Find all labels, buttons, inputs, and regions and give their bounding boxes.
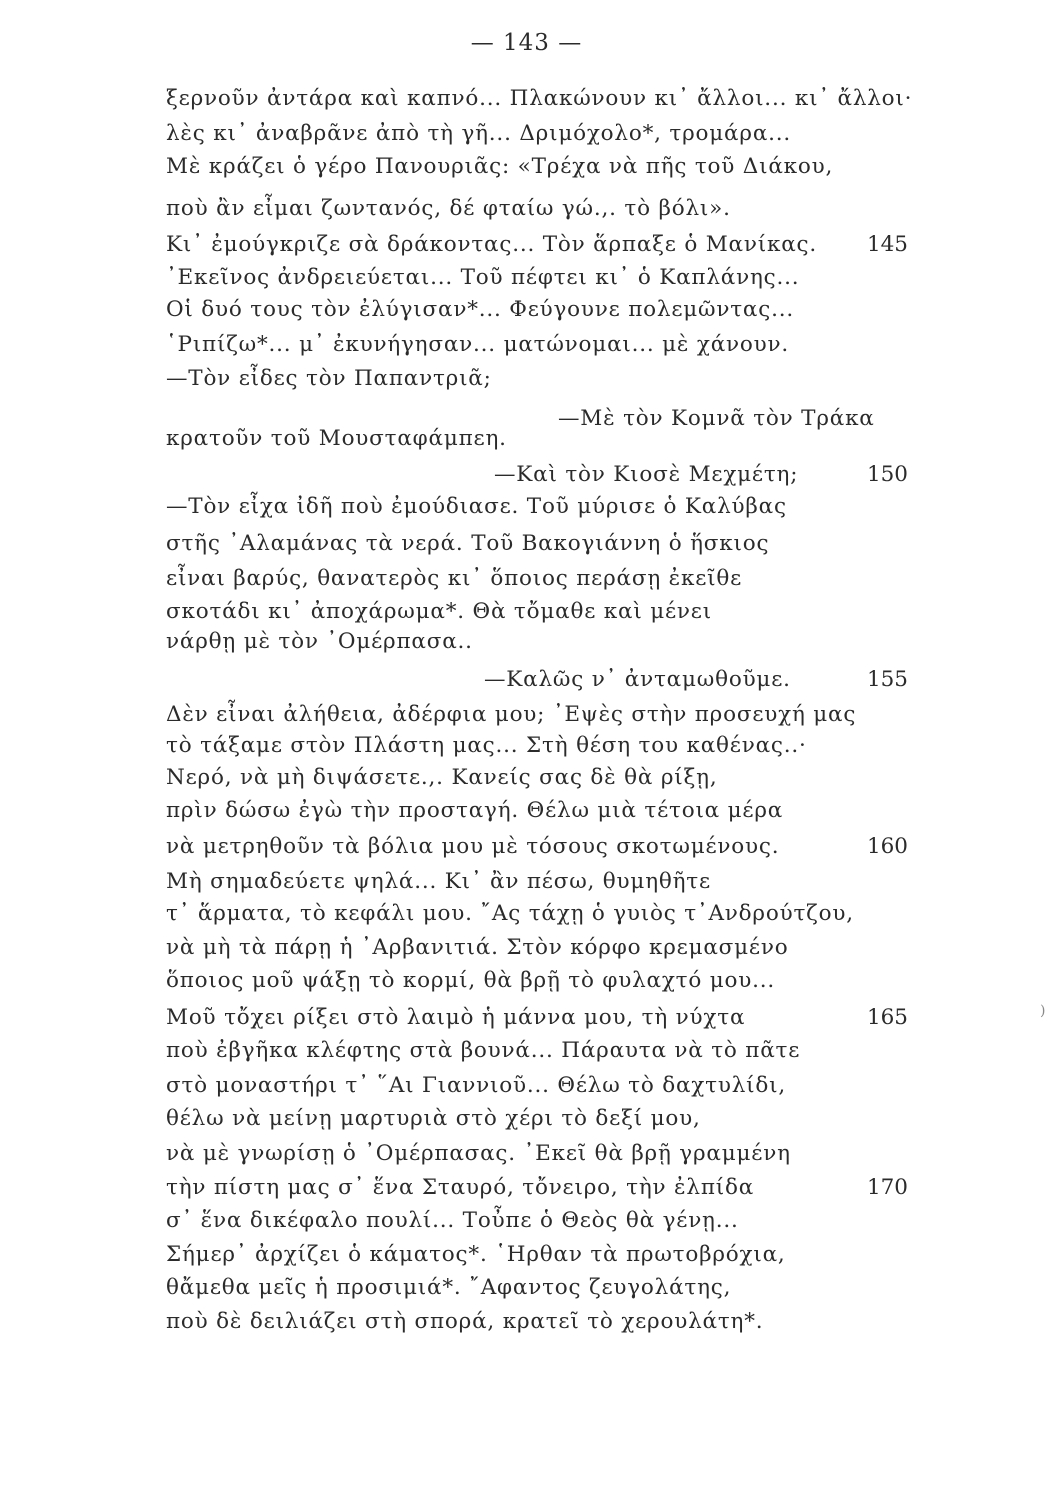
line-number: 165 <box>866 1005 908 1030</box>
line-number: 170 <box>866 1175 908 1200</box>
poem-line: ποὺ δὲ δειλιάζει στὴ σπορά, κρατεῖ τὸ χερουλάτη*. <box>166 1309 764 1334</box>
poem-line: εἶναι βαρύς, θανατερὸς κι᾽ ὅποιος περάσῃ ἐκεῖθε <box>166 566 743 591</box>
poem-line: ῾Ριπίζω*... μ᾽ ἐκυνήγησαν... ματώνομαι... μὲ χάνουν. <box>166 332 790 357</box>
poem-line: —Καὶ τὸν Κιοσὲ Μεχμέτη; <box>494 462 799 487</box>
poem-line: λὲς κι᾽ ἀναβρᾶνε ἀπὸ τὴ γῆ... Δριμόχολο*, τρομάρα... <box>166 121 792 146</box>
poem-line: Μὲ κράζει ὁ γέρο Πανουριᾶς: «Τρέχα νὰ πῆς τοῦ Διάκου, <box>166 154 834 179</box>
poem-line: τ᾽ ἅρματα, τὸ κεφάλι μου. ῎Ας τάχῃ ὁ γυιὸς τ᾽Ανδρούτζου, <box>166 901 854 926</box>
poem-line: —Καλῶς ν᾽ ἀνταμωθοῦμε. <box>484 667 791 692</box>
poem-line: κρατοῦν τοῦ Μουσταφάμπεη. <box>166 426 507 451</box>
poem-line: ποὺ ἐβγῆκα κλέφτης στὰ βουνά... Πάραυτα νὰ τὸ πᾶτε <box>166 1038 801 1063</box>
poem-line: ᾿Εκεῖνος ἀνδρειεύεται... Τοῦ πέφτει κι᾽ ὁ Καπλάνης... <box>166 265 800 290</box>
poem-line: ποὺ ἂν εἶμαι ζωντανός, δέ φταίω γώ.,. τὸ βόλι». <box>166 196 731 221</box>
poem-line: νὰ μὲ γνωρίσῃ ὁ ᾿Ομέρπασας. ᾿Εκεῖ θὰ βρῇ γραμμένη <box>166 1141 791 1166</box>
poem-line: Νερό, νὰ μὴ διψάσετε.,. Κανείς σας δὲ θὰ ρίξῃ, <box>166 765 718 790</box>
line-number: 150 <box>866 462 908 487</box>
poem-line: νὰ μὴ τὰ πάρῃ ἡ ᾿Αρβανιτιά. Στὸν κόρφο κρεμασμένο <box>166 935 789 960</box>
poem-line: πρὶν δώσω ἐγὼ τὴν προσταγή. Θέλω μιὰ τέτοια μέρα <box>166 798 784 823</box>
poem-line: σ᾽ ἕνα δικέφαλο πουλί... Τοὖπε ὁ Θεὸς θὰ γένῃ... <box>166 1208 739 1233</box>
poem-line: Μὴ σημαδεύετε ψηλά... Κι᾽ ἂν πέσω, θυμηθῆτε <box>166 869 711 894</box>
poem-line: —Τὸν εἶχα ἰδῆ ποὺ ἐμούδιασε. Τοῦ μύρισε ὁ Καλύβας <box>166 494 787 519</box>
margin-mark: ) <box>1040 1003 1046 1019</box>
poem-line: Δὲν εἶναι ἀλήθεια, ἀδέρφια μου; ᾿Εψὲς στὴν προσευχή μας <box>166 702 857 727</box>
poem-line: θέλω νὰ μείνῃ μαρτυριὰ στὸ χέρι τὸ δεξί μου, <box>166 1106 701 1131</box>
poem-line: —Τὸν εἶδες τὸν Παπαντριᾶ; <box>166 366 492 391</box>
poem-line: —Μὲ τὸν Κομνᾶ τὸν Τράκα <box>558 406 875 431</box>
poem-line: Κι᾽ ἐμούγκριζε σὰ δράκοντας... Τὸν ἅρπαξε ὁ Μανίκας. <box>166 232 818 257</box>
poem-line: σκοτάδι κι᾽ ἀποχάρωμα*. Θὰ τὄμαθε καὶ μένει <box>166 599 712 624</box>
poem-line: στῆς ᾿Αλαμάνας τὰ νερά. Τοῦ Βακογιάννη ὁ ἥσκιος <box>166 531 770 556</box>
poem-line: τὸ τάξαμε στὸν Πλάστη μας... Στὴ θέση του καθένας..· <box>166 733 807 758</box>
line-number: 160 <box>866 834 908 859</box>
poem-line: ξερνοῦν ἀντάρα καὶ καπνό... Πλακώνουν κι᾽ ἄλλοι... κι᾽ ἄλλοι· <box>166 86 913 111</box>
poem-line: νὰ μετρηθοῦν τὰ βόλια μου μὲ τόσους σκοτωμένους. <box>166 834 780 859</box>
poem-line: θἄμεθα μεῖς ἡ προσιμιά*. ῎Αφαντος ζευγολάτης, <box>166 1275 732 1300</box>
poem-line: ὅποιος μοῦ ψάξῃ τὸ κορμί, θὰ βρῇ τὸ φυλαχτό μου... <box>166 968 776 993</box>
line-number: 155 <box>866 667 908 692</box>
poem-line: Σήμερ᾽ ἀρχίζει ὁ κάματος*. ῾Ηρθαν τὰ πρωτοβρόχια, <box>166 1242 786 1267</box>
poem-line: Μοῦ τὄχει ρίξει στὸ λαιμὸ ἡ μάννα μου, τὴ νύχτα <box>166 1005 746 1030</box>
poem-line: στὸ μοναστήρι τ᾽ ῞Αι Γιαννιοῦ... Θέλω τὸ δαχτυλίδι, <box>166 1073 786 1098</box>
poem-line: Οἱ δυό τους τὸν ἐλύγισαν*... Φεύγουνε πολεμῶντας... <box>166 297 794 322</box>
page-number: — 143 — <box>470 30 583 56</box>
poem-line: τὴν πίστη μας σ᾽ ἕνα Σταυρό, τὄνειρο, τὴν ἐλπίδα <box>166 1175 755 1200</box>
poem-line: νάρθῃ μὲ τὸν ᾿Ομέρπασα.. <box>166 629 473 654</box>
line-number: 145 <box>866 232 908 257</box>
